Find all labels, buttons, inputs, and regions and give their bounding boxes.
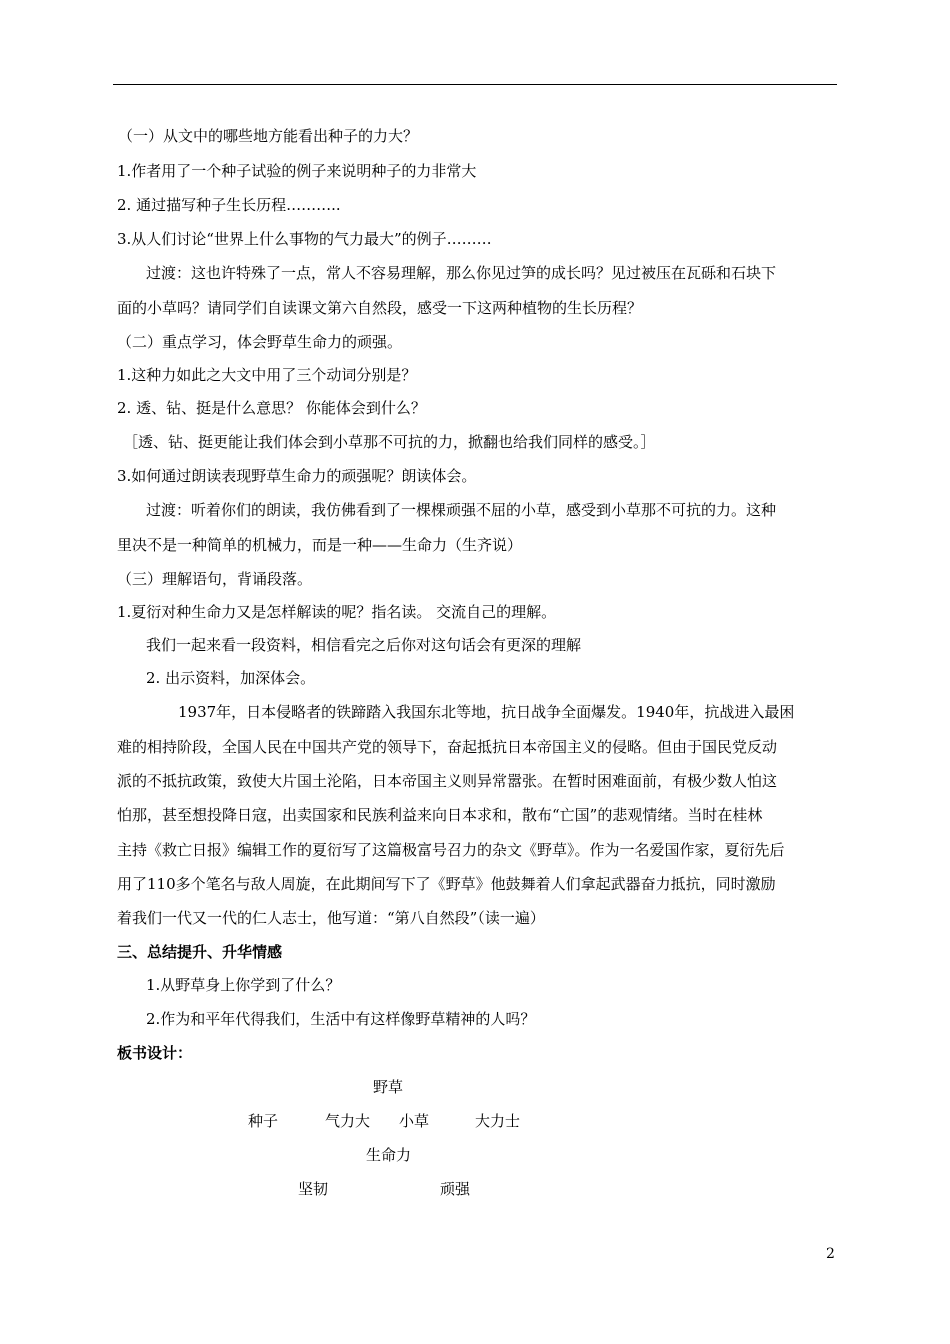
board-life: 生命力 xyxy=(366,1146,412,1164)
transition-paragraph-2: 过渡：听着你们的朗读，我仿佛看到了一棵棵顽强不屈的小草，感受到小草那不可抗的力。这种 xyxy=(146,501,777,519)
list-item: 1.夏衍对种生命力又是怎样解读的呢？指名读。 交流自己的理解。 xyxy=(117,603,557,621)
board-grass: 小草 xyxy=(399,1112,430,1130)
section-three-heading: （三）理解语句，背诵段落。 xyxy=(117,570,313,588)
material-line: 难的相持阶段，全国人民在中国共产党的领导下，奋起抵抗日本帝国主义的侵略。但由于国民党反动 xyxy=(117,738,778,756)
list-item: 2. 透、钻、挺是什么意思？ 你能体会到什么？ xyxy=(117,399,426,417)
list-item: 2.作为和平年代得我们，生活中有这样像野草精神的人吗？ xyxy=(146,1010,536,1028)
material-line: 着我们一代又一代的仁人志士，他写道：“第八自然段”（读一遍） xyxy=(117,909,545,927)
material-line: 用了110多个笔名与敌人周旋，在此期间写下了《野草》他鼓舞着人们拿起武器奋力抵抗，同时激励 xyxy=(117,875,776,893)
material-line: 怕那，甚至想投降日寇，出卖国家和民族利益来向日本求和，散布“亡国”的悲观情绪。当时在桂林 xyxy=(117,806,763,824)
section-two-heading: （二）重点学习，体会野草生命力的顽强。 xyxy=(117,333,403,351)
board-big-strength: 气力大 xyxy=(325,1112,371,1130)
page-number: 2 xyxy=(826,1246,835,1262)
list-item: 1.从野草身上你学到了什么？ xyxy=(146,976,341,994)
list-item: 1.作者用了一个种子试验的例子来说明种子的力非常大 xyxy=(117,162,477,180)
list-item: 1.这种力如此之大文中用了三个动词分别是？ xyxy=(117,366,417,384)
board-seed: 种子 xyxy=(248,1112,279,1130)
section-one-question: （一）从文中的哪些地方能看出种子的力大？ xyxy=(118,127,419,145)
board-heading: 板书设计： xyxy=(117,1044,193,1062)
list-item: 2. 通过描写种子生长历程……….. xyxy=(117,196,341,214)
board-tenacious: 顽强 xyxy=(440,1180,471,1198)
list-item: 3.从人们讨论“世界上什么事物的气力最大”的例子……… xyxy=(117,230,492,248)
board-tough: 坚韧 xyxy=(298,1180,329,1198)
transition-paragraph-2-cont: 里决不是一种简单的机械力，而是一种——生命力（生齐说） xyxy=(117,536,523,554)
material-line: 派的不抵抗政策，致使大片国土沦陷，日本帝国主义则异常嚣张。在暂时困难面前，有极少数人怕这 xyxy=(117,772,778,790)
header-rule xyxy=(113,84,837,85)
board-title: 野草 xyxy=(373,1078,404,1096)
board-strongman: 大力士 xyxy=(475,1112,521,1130)
bracket-note: ［透、钻、挺更能让我们体会到小草那不可抗的力，掀翻也给我们同样的感受。］ xyxy=(123,433,656,451)
material-line: 1937年，日本侵略者的铁蹄踏入我国东北等地，抗日战争全面爆发。1940年，抗战进入最困 xyxy=(178,703,795,721)
material-line: 主持《救亡日报》编辑工作的夏衍写了这篇极富号召力的杂文《野草》。作为一名爱国作家，夏衍先后 xyxy=(117,841,785,859)
list-item: 2. 出示资料，加深体会。 xyxy=(146,669,316,687)
summary-heading: 三、总结提升、升华情感 xyxy=(117,943,283,961)
transition-paragraph-1-cont: 面的小草吗？请同学们自读课文第六自然段，感受一下这两种植物的生长历程？ xyxy=(117,299,643,317)
paragraph: 我们一起来看一段资料，相信看完之后你对这句话会有更深的理解 xyxy=(146,636,582,654)
transition-paragraph-1: 过渡：这也许特殊了一点，常人不容易理解，那么你见过笋的成长吗？见过被压在瓦砾和石块下 xyxy=(146,264,777,282)
list-item: 3.如何通过朗读表现野草生命力的顽强呢？朗读体会。 xyxy=(117,467,477,485)
